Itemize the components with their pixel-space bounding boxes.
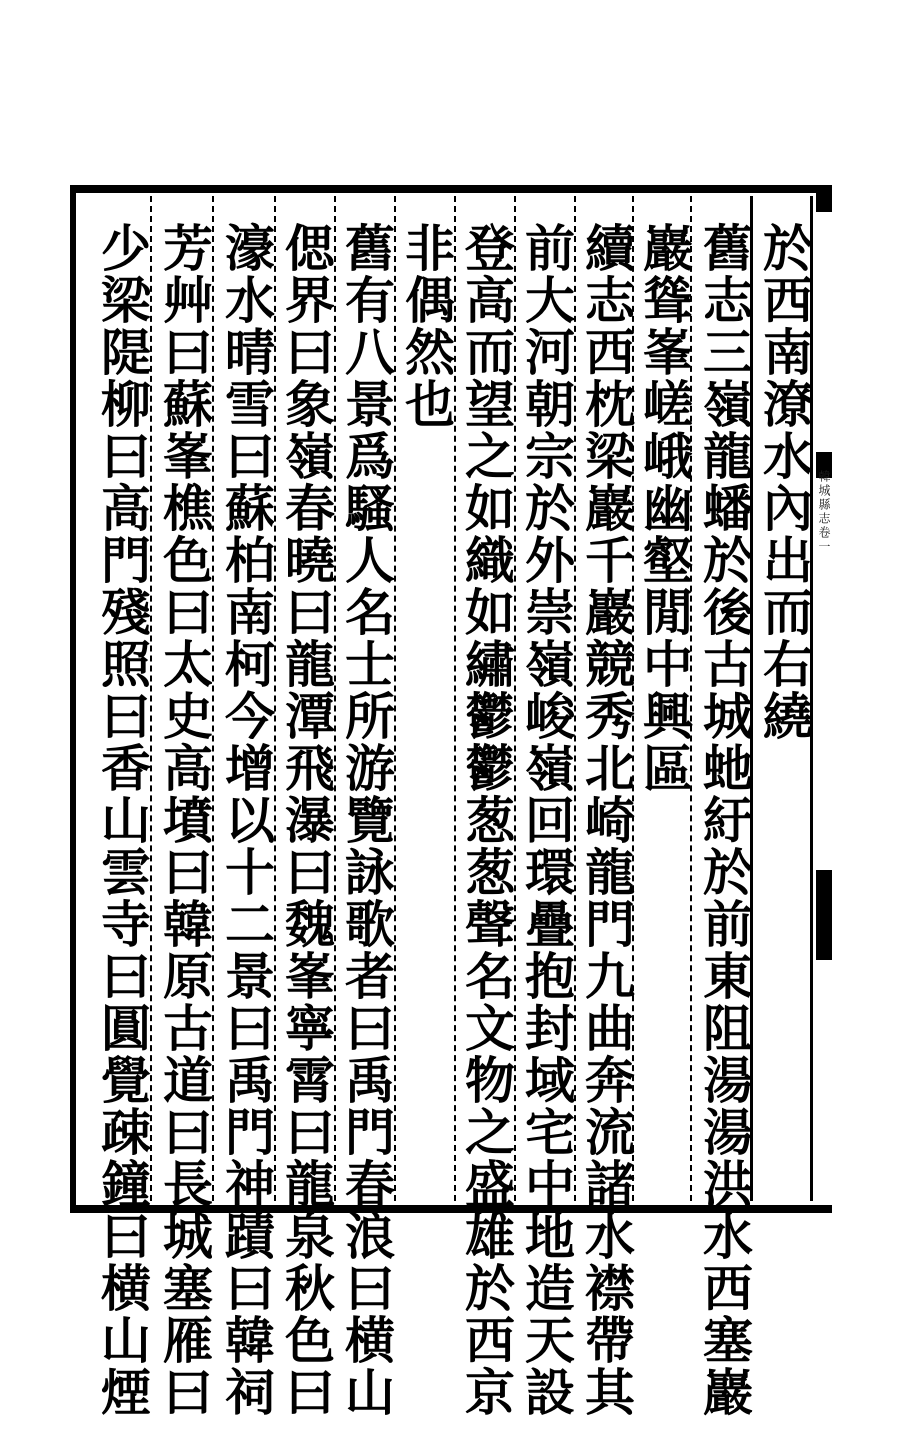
- block-heart: [816, 190, 832, 1210]
- fish-tail-lower: [816, 870, 832, 960]
- heart-top-bar: [816, 190, 832, 212]
- text-column: 芳艸曰蘇峯樵色曰太史高墳曰韓原古道曰長城塞雁曰: [155, 222, 214, 1418]
- text-column: 非偶然也: [397, 222, 456, 430]
- margin-heart-text: 韓城縣志卷一: [817, 470, 831, 554]
- text-column: 於西南潦水內出而右繞: [755, 222, 814, 742]
- text-column: 續志西枕梁巖千巖競秀北崎龍門九曲奔流諸水襟帶其: [577, 222, 636, 1418]
- text-column: 巖聳峯嵯峨幽壑閒中興區: [635, 222, 694, 794]
- text-column: 登高而望之如織如繡鬱鬱葱葱聲名文物之盛雄於西京: [457, 222, 516, 1418]
- text-column: 舊有八景爲騷人名士所游覽詠歌者曰禹門春浪曰横山: [337, 222, 396, 1418]
- text-column: 濠水晴雪曰蘇柏南柯今增以十二景曰禹門神蹟曰韓祠: [217, 222, 276, 1418]
- text-column: 偲界曰象嶺春曉曰龍潭飛瀑曰魏峯寧霄曰龍泉秋色曰: [277, 222, 336, 1418]
- text-column: 少梁隄柳曰高門殘照曰香山雲寺曰圓覺疎鐘曰横山煙: [93, 222, 152, 1418]
- text-column: 前大河朝宗於外崇嶺峻嶺回環疊抱封域宅中地造天設: [517, 222, 576, 1418]
- text-column: 舊志三嶺龍蟠於後古城虵紆於前東阻湯湯洪水西塞巖: [695, 222, 754, 1418]
